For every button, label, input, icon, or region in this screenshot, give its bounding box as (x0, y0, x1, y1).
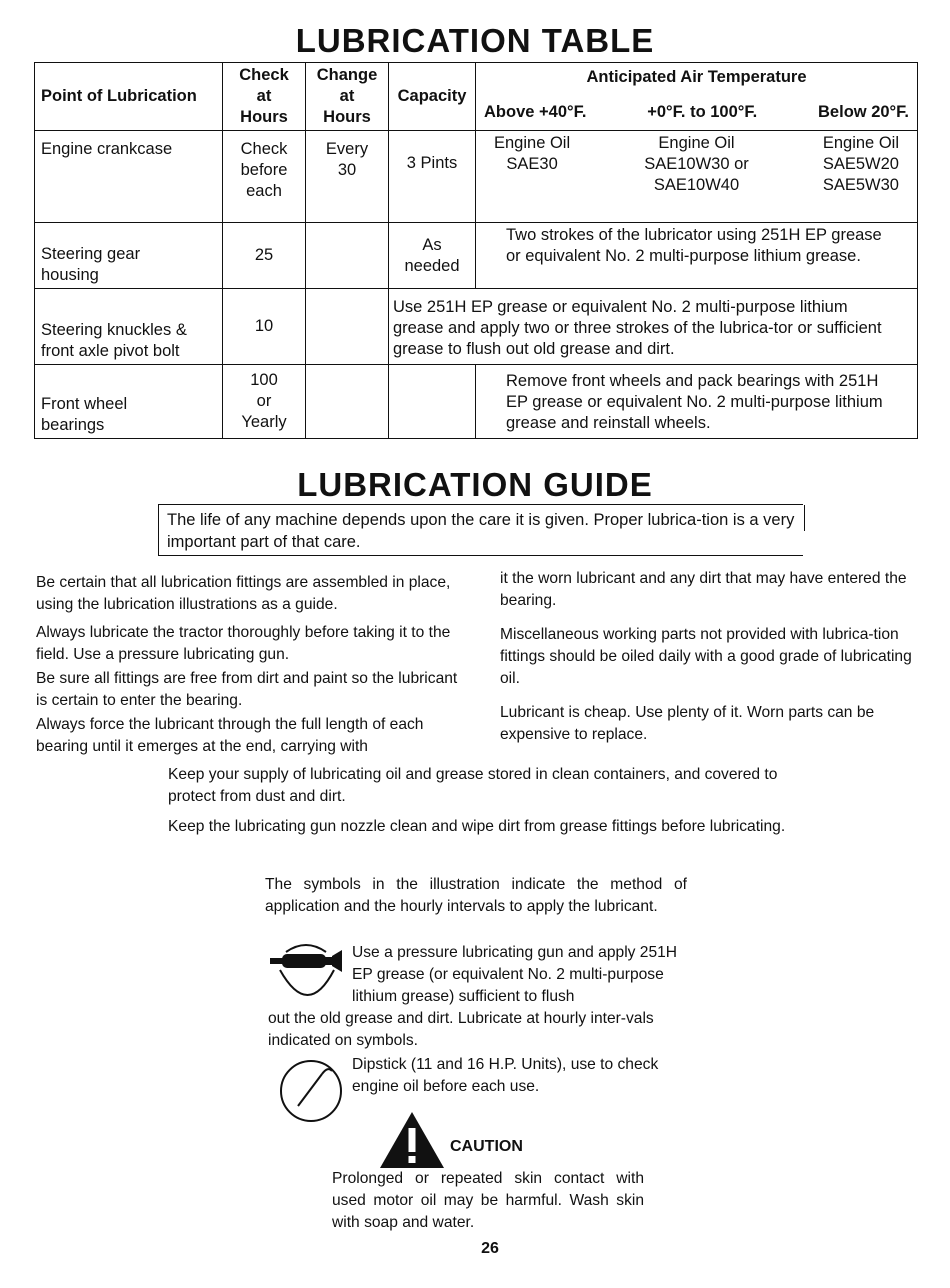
temp-above: Above +40°F. (484, 103, 587, 121)
temp-below: Below 20°F. (818, 103, 909, 121)
cell-point: Steering knuckles & front axle pivot bolt (35, 289, 223, 365)
cell-note: Two strokes of the lubricator using 251H EP grease or equivalent No. 2 multi-purpose lithium grease. (476, 223, 918, 289)
page-number: 26 (481, 1240, 499, 1257)
table-header-row (35, 63, 918, 92)
cell-check: 100 or Yearly (223, 365, 306, 439)
cell-capacity: As needed (389, 223, 476, 289)
cell-check: Check before each (223, 131, 306, 223)
table-row (35, 131, 918, 223)
table-title: LUBRICATION TABLE (295, 22, 655, 59)
right-column (500, 568, 925, 752)
cell-note: Remove front wheels and pack bearings with 251H EP grease or equivalent No. 2 multi-purpose lithium grease and reinstall wheels. (476, 365, 918, 439)
grease-text-cont: out the old grease and dirt. Lubricate at hourly inter-vals indicated on symbols. (268, 1010, 654, 1049)
grease-gun-icon (268, 940, 348, 1004)
oil-below: Engine Oil SAE5W20 SAE5W30 (822, 134, 899, 194)
cell-point: Front wheel bearings (35, 365, 223, 439)
left-paragraph: Be sure all fittings are free from dirt and paint so the lubricant is certain to enter the bearing. (36, 670, 458, 709)
cell-change: Every 30 (306, 131, 389, 223)
center-paragraph: Keep your supply of lubricating oil and grease stored in clean containers, and covered to protect from dust and dirt. (168, 766, 778, 805)
intro-box: The life of any machine depends upon the care it is given. Proper lubrica-tion is a very important part of that care. (158, 504, 803, 556)
cell-note: Use 251H EP grease or equivalent No. 2 multi-purpose lithium grease and apply two or three strokes of the lubrica-tor or sufficient grease to flush out old grease and dirt. (389, 289, 918, 365)
cell-check: 25 (223, 223, 306, 289)
cell-point: Steering gear housing (35, 223, 223, 289)
header-capacity: Capacity (389, 63, 476, 131)
cell-capacity (389, 365, 476, 439)
header-change: Change at Hours (306, 63, 389, 131)
caution-label: CAUTION (450, 1138, 523, 1155)
right-paragraph: it the worn lubricant and any dirt that may have entered the bearing. (500, 570, 907, 609)
cell-check: 10 (223, 289, 306, 365)
temp-mid: +0°F. to 100°F. (647, 103, 758, 121)
header-check: Check at Hours (223, 63, 306, 131)
table-row (35, 289, 918, 365)
header-air-temp: Anticipated Air Temperature (476, 63, 918, 92)
left-paragraph: Always lubricate the tractor thoroughly before taking it to the field. Use a pressure lubricating gun. (36, 624, 451, 663)
cell-change (306, 223, 389, 289)
table-row (35, 223, 918, 289)
right-paragraph: Lubricant is cheap. Use plenty of it. Worn parts can be expensive to replace. (500, 704, 875, 743)
center-paragraphs (168, 764, 808, 844)
cell-point: Engine crankcase (35, 131, 223, 223)
right-paragraph: Miscellaneous working parts not provided with lubrica-tion fittings should be oiled daily with a good grade of lubricating oil. (500, 626, 912, 687)
cell-change (306, 365, 389, 439)
caution-text: Prolonged or repeated skin contact with used motor oil may be harmful. Wash skin with soap and water. (332, 1170, 644, 1231)
symbols-intro: The symbols in the illustration indicate the method of application and the hourly intervals to apply the lubricant. (265, 876, 687, 915)
left-paragraph: Always force the lubricant through the full length of each bearing until it emerges at the end, carrying with (36, 716, 424, 755)
table-row (35, 365, 918, 439)
left-paragraph: Be certain that all lubrication fittings are assembled in place, using the lubrication illustrations as a guide. (36, 574, 451, 613)
dipstick-icon (278, 1058, 344, 1124)
center-paragraph: Keep the lubricating gun nozzle clean and wipe dirt from grease fittings before lubricating. (168, 818, 786, 835)
caution-icon (378, 1110, 446, 1170)
guide-title: LUBRICATION GUIDE (297, 466, 653, 503)
grease-text: Use a pressure lubricating gun and apply 251H EP grease (or equivalent No. 2 multi-purpose lithium grease) sufficient to flush (352, 944, 678, 1005)
oil-above: Engine Oil SAE30 (494, 134, 571, 173)
cell-capacity: 3 Pints (389, 131, 476, 223)
lubrication-table (34, 62, 918, 439)
dipstick-text: Dipstick (11 and 16 H.P. Units), use to check engine oil before each use. (352, 1056, 659, 1095)
oil-mid: Engine Oil SAE10W30 or SAE10W40 (644, 134, 749, 194)
left-column (36, 572, 461, 764)
header-point: Point of Lubrication (35, 63, 223, 131)
cell-oils (476, 131, 918, 223)
header-temps (476, 91, 918, 131)
cell-change (306, 289, 389, 365)
